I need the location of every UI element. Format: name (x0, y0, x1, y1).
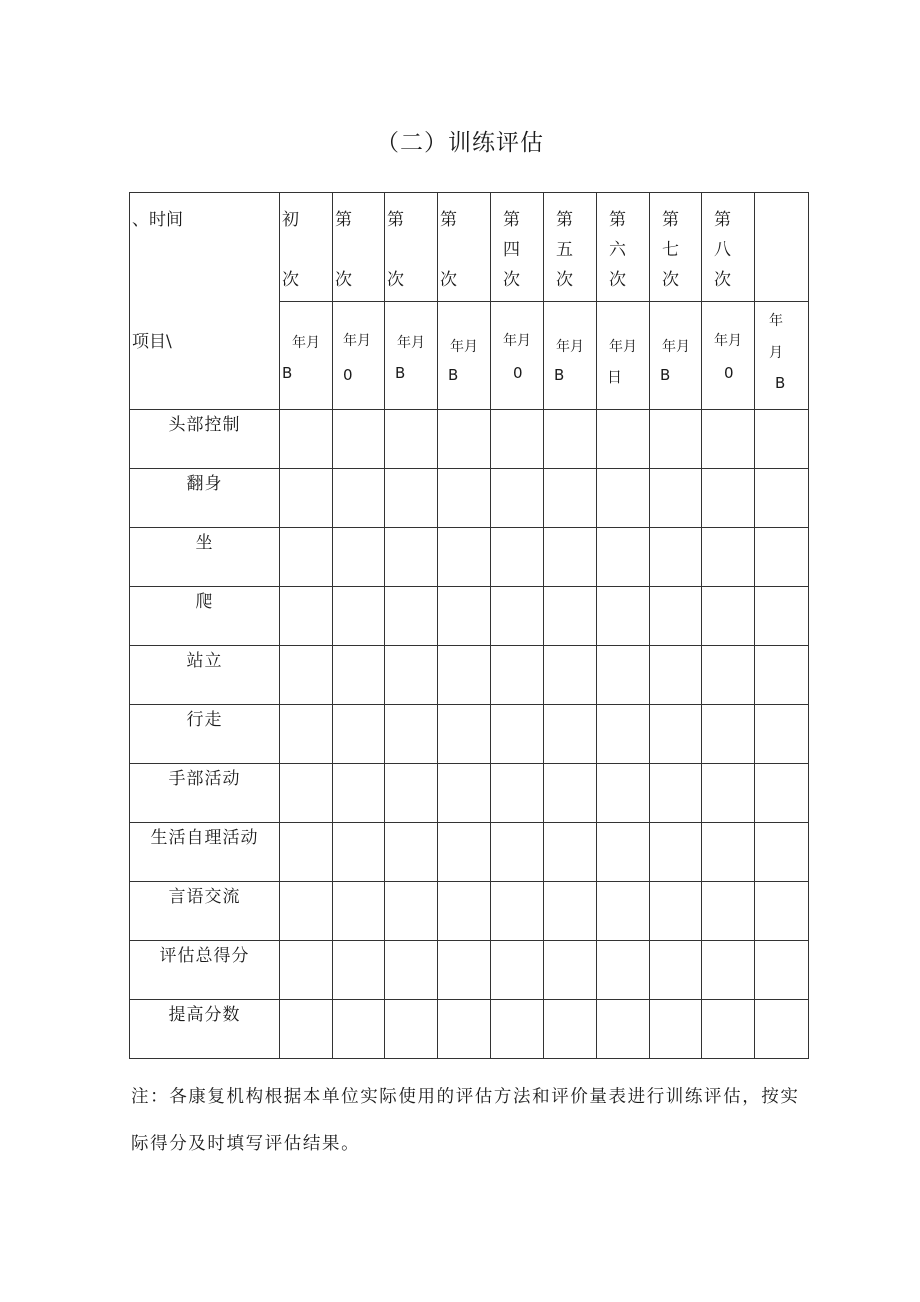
score-cell[interactable] (755, 882, 809, 941)
score-cell[interactable] (755, 469, 809, 528)
table-row (130, 528, 809, 587)
score-cell[interactable] (491, 410, 544, 469)
score-cell[interactable] (597, 410, 650, 469)
score-cell[interactable] (280, 587, 333, 646)
score-cell[interactable] (597, 1000, 650, 1059)
evaluation-table (129, 192, 809, 1059)
score-cell[interactable] (491, 882, 544, 941)
score-cell[interactable] (755, 410, 809, 469)
score-cell[interactable] (333, 705, 385, 764)
table-row (130, 882, 809, 941)
date-cell: 年月 0 (702, 301, 755, 410)
score-cell[interactable] (650, 469, 702, 528)
score-cell[interactable] (280, 705, 333, 764)
table-row (130, 587, 809, 646)
score-cell[interactable] (438, 469, 491, 528)
score-cell[interactable] (491, 823, 544, 882)
score-cell[interactable] (491, 764, 544, 823)
table-row (130, 646, 809, 705)
score-cell[interactable] (280, 528, 333, 587)
date-cell: 年月 B (385, 301, 438, 410)
score-cell[interactable] (491, 646, 544, 705)
score-cell[interactable] (755, 764, 809, 823)
score-cell[interactable] (385, 1000, 438, 1059)
score-cell[interactable] (385, 705, 438, 764)
score-cell[interactable] (597, 882, 650, 941)
score-cell[interactable] (333, 823, 385, 882)
score-cell[interactable] (755, 528, 809, 587)
header-row-sessions (130, 193, 809, 302)
score-cell[interactable] (597, 528, 650, 587)
score-cell[interactable] (438, 705, 491, 764)
score-cell[interactable] (280, 410, 333, 469)
score-cell[interactable] (438, 646, 491, 705)
row-label: 提高分数 (130, 1000, 280, 1059)
score-cell[interactable] (650, 646, 702, 705)
score-cell[interactable] (650, 882, 702, 941)
score-cell[interactable] (491, 705, 544, 764)
session-header: 第 八 次 (702, 193, 755, 302)
score-cell[interactable] (544, 1000, 597, 1059)
score-cell[interactable] (544, 705, 597, 764)
score-cell[interactable] (280, 823, 333, 882)
score-cell[interactable] (597, 469, 650, 528)
score-cell[interactable] (385, 469, 438, 528)
score-cell[interactable] (597, 823, 650, 882)
score-cell[interactable] (597, 764, 650, 823)
row-label: 评估总得分 (130, 941, 280, 1000)
header-corner-cell (130, 193, 280, 410)
score-cell[interactable] (702, 469, 755, 528)
score-cell[interactable] (491, 1000, 544, 1059)
score-cell[interactable] (755, 646, 809, 705)
page-title: （二）训练评估 (376, 130, 544, 156)
row-label: 生活自理活动 (130, 823, 280, 882)
score-cell[interactable] (280, 764, 333, 823)
score-cell[interactable] (438, 882, 491, 941)
session-header: 第 六 次 (597, 193, 650, 302)
date-cell: 年月 B (438, 301, 491, 410)
header-corner-time: 、时间 (132, 210, 183, 230)
score-cell[interactable] (385, 410, 438, 469)
score-cell[interactable] (702, 764, 755, 823)
score-cell[interactable] (333, 528, 385, 587)
date-cell: 年月 B (650, 301, 702, 410)
row-label: 言语交流 (130, 882, 280, 941)
row-label: 爬 (130, 587, 280, 646)
session-header: 第 次 (333, 193, 385, 302)
table-row (130, 941, 809, 1000)
score-cell[interactable] (333, 410, 385, 469)
score-cell[interactable] (702, 410, 755, 469)
score-cell[interactable] (438, 1000, 491, 1059)
score-cell[interactable] (491, 941, 544, 1000)
score-cell[interactable] (438, 764, 491, 823)
row-label: 翻身 (130, 469, 280, 528)
score-cell[interactable] (650, 410, 702, 469)
date-cell: 年月 日 (597, 301, 650, 410)
score-cell[interactable] (650, 823, 702, 882)
header-corner-item: 项目\ (132, 332, 172, 352)
session-header: 第 五 次 (544, 193, 597, 302)
score-cell[interactable] (597, 705, 650, 764)
score-cell[interactable] (333, 587, 385, 646)
score-cell[interactable] (385, 882, 438, 941)
score-cell[interactable] (755, 941, 809, 1000)
table-row (130, 410, 809, 469)
score-cell[interactable] (702, 528, 755, 587)
score-cell[interactable] (544, 941, 597, 1000)
score-cell[interactable] (702, 646, 755, 705)
score-cell[interactable] (333, 882, 385, 941)
row-label: 行走 (130, 705, 280, 764)
score-cell[interactable] (650, 1000, 702, 1059)
session-header: 初 次 (280, 193, 333, 302)
session-header: 第 次 (438, 193, 491, 302)
score-cell[interactable] (333, 469, 385, 528)
score-cell[interactable] (438, 823, 491, 882)
score-cell[interactable] (491, 587, 544, 646)
score-cell[interactable] (650, 587, 702, 646)
score-cell[interactable] (280, 882, 333, 941)
score-cell[interactable] (438, 587, 491, 646)
table-row (130, 705, 809, 764)
row-label: 手部活动 (130, 764, 280, 823)
score-cell[interactable] (280, 1000, 333, 1059)
session-header: 第 七 次 (650, 193, 702, 302)
score-cell[interactable] (544, 528, 597, 587)
score-cell[interactable] (755, 823, 809, 882)
score-cell[interactable] (280, 941, 333, 1000)
score-cell[interactable] (544, 469, 597, 528)
score-cell[interactable] (650, 705, 702, 764)
score-cell[interactable] (702, 823, 755, 882)
score-cell[interactable] (385, 764, 438, 823)
score-cell[interactable] (544, 823, 597, 882)
session-header: 第 次 (385, 193, 438, 302)
score-cell[interactable] (544, 587, 597, 646)
session-header: 第 四 次 (491, 193, 544, 302)
score-cell[interactable] (438, 528, 491, 587)
score-cell[interactable] (650, 941, 702, 1000)
date-cell: 年月 0 (491, 301, 544, 410)
score-cell[interactable] (333, 1000, 385, 1059)
score-cell[interactable] (438, 410, 491, 469)
score-cell[interactable] (597, 941, 650, 1000)
date-cell: 年月 B (544, 301, 597, 410)
score-cell[interactable] (755, 705, 809, 764)
row-label: 头部控制 (130, 410, 280, 469)
score-cell[interactable] (544, 646, 597, 705)
score-cell[interactable] (702, 941, 755, 1000)
date-cell: 年月 B (280, 301, 333, 410)
date-cell: 年月 0 (333, 301, 385, 410)
footnote: 注：各康复机构根据本单位实际使用的评估方法和评价量表进行训练评估，按实际得分及时填写评估结果。 (131, 1087, 800, 1154)
row-label: 坐 (130, 528, 280, 587)
score-cell[interactable] (702, 882, 755, 941)
score-cell[interactable] (385, 823, 438, 882)
score-cell[interactable] (544, 410, 597, 469)
score-cell[interactable] (333, 764, 385, 823)
score-cell[interactable] (597, 646, 650, 705)
score-cell[interactable] (755, 1000, 809, 1059)
table-row (130, 764, 809, 823)
score-cell[interactable] (650, 528, 702, 587)
score-cell[interactable] (702, 587, 755, 646)
score-cell[interactable] (702, 705, 755, 764)
score-cell[interactable] (385, 587, 438, 646)
score-cell[interactable] (491, 469, 544, 528)
score-cell[interactable] (333, 646, 385, 705)
score-cell[interactable] (385, 528, 438, 587)
table-row (130, 469, 809, 528)
score-cell[interactable] (491, 528, 544, 587)
session-header (755, 193, 809, 302)
score-cell[interactable] (280, 646, 333, 705)
score-cell[interactable] (333, 941, 385, 1000)
score-cell[interactable] (702, 1000, 755, 1059)
score-cell[interactable] (650, 764, 702, 823)
row-label: 站立 (130, 646, 280, 705)
date-cell: 年 月 B (755, 301, 809, 410)
score-cell[interactable] (755, 587, 809, 646)
score-cell[interactable] (544, 882, 597, 941)
score-cell[interactable] (544, 764, 597, 823)
score-cell[interactable] (597, 587, 650, 646)
score-cell[interactable] (280, 469, 333, 528)
score-cell[interactable] (438, 941, 491, 1000)
score-cell[interactable] (385, 646, 438, 705)
table-row (130, 1000, 809, 1059)
table-row (130, 823, 809, 882)
score-cell[interactable] (385, 941, 438, 1000)
